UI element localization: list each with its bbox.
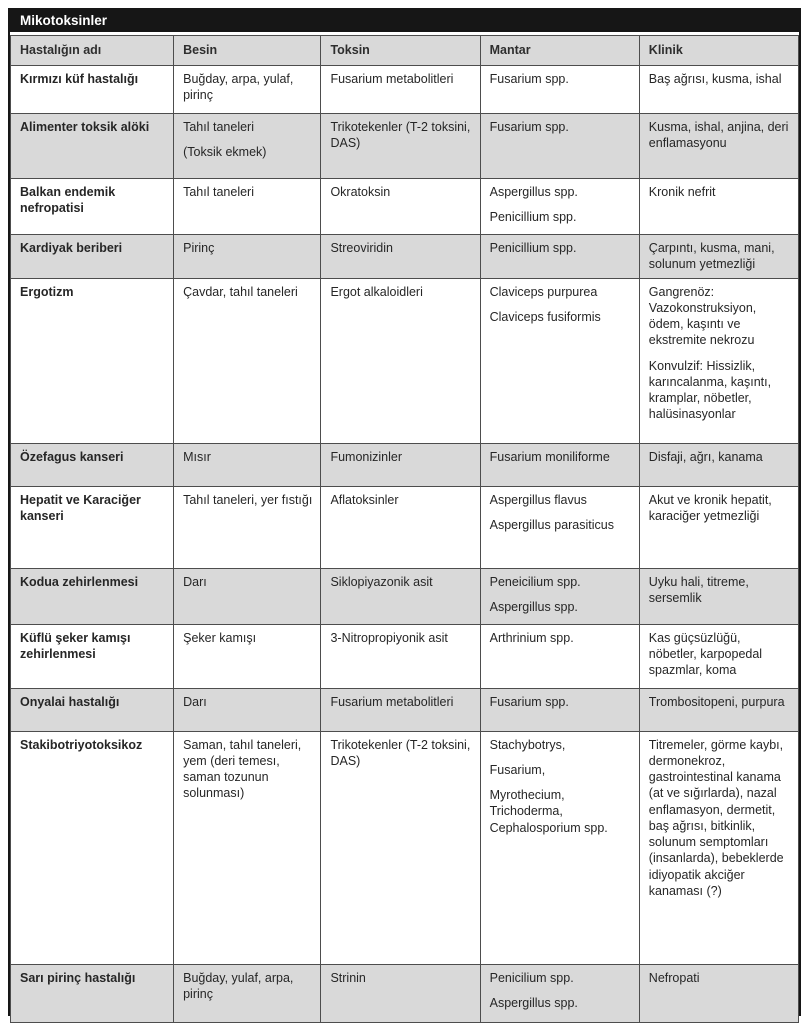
table-cell (321, 66, 480, 114)
table-cell (480, 114, 639, 179)
table-body (11, 66, 799, 1023)
table-title: Mikotoksinler (20, 13, 108, 28)
table-cell (321, 624, 480, 688)
table-cell (11, 964, 174, 1022)
table-row (11, 568, 799, 624)
table-cell (639, 114, 798, 179)
cell-paragraph: Penicillium spp. (489, 210, 577, 225)
cell-paragraph: Tahıl taneleri, yer fıstığı (183, 492, 313, 507)
cell-paragraph: Tahıl taneleri (183, 120, 254, 134)
table-row (11, 179, 799, 235)
cell-paragraph: Fusarium spp. (489, 120, 569, 134)
cell-paragraph: Claviceps fusiformis (489, 309, 601, 324)
table-cell (321, 179, 480, 235)
cell-paragraph: (Toksik ekmek) (183, 145, 267, 160)
cell-paragraph: Mısır (183, 449, 211, 464)
cell-paragraph: Fusarium metabolitleri (330, 72, 454, 86)
cell-paragraph: Akut ve kronik hepatit, karaciğer yetmezliği (648, 492, 772, 523)
cell-paragraph: Nefropati (648, 970, 700, 985)
cell-paragraph: Darı (183, 694, 207, 709)
table-cell (639, 66, 798, 114)
table-cell (321, 278, 480, 443)
table-cell (321, 731, 480, 964)
cell-paragraph: Kronik nefrit (648, 185, 716, 199)
table-row (11, 688, 799, 731)
cell-paragraph: Penicillium spp. (489, 241, 577, 255)
cell-paragraph: Alimenter toksik alöki (20, 120, 150, 134)
table-cell (480, 179, 639, 235)
mycotoxins-table-frame (8, 8, 801, 1016)
cell-paragraph: Okratoksin (330, 185, 391, 199)
cell-paragraph: Aspergillus spp. (489, 995, 578, 1010)
table-cell (174, 66, 321, 114)
cell-paragraph: Fumonizinler (330, 449, 403, 464)
cell-paragraph: Pirinç (183, 241, 215, 255)
cell-paragraph: Onyalai hastalığı (20, 694, 120, 709)
cell-paragraph: Konvulzif: Hissizlik, karıncalanma, kaşıntı, kramplar, nöbetler, halüsinasyonlar (648, 358, 772, 422)
mycotoxins-table (10, 35, 799, 1023)
cell-paragraph: Stakibotriyotoksikoz (20, 737, 143, 752)
table-cell (11, 66, 174, 114)
cell-paragraph: Penicilium spp. (489, 970, 574, 985)
table-cell (639, 443, 798, 486)
table-cell (480, 568, 639, 624)
cell-paragraph: Hepatit ve Karaciğer kanseri (20, 492, 141, 523)
table-cell (321, 443, 480, 486)
table-cell (480, 688, 639, 731)
table-cell (480, 486, 639, 568)
table-cell (639, 688, 798, 731)
cell-paragraph: Peneicilium spp. (489, 574, 581, 589)
table-cell (11, 688, 174, 731)
table-cell (321, 235, 480, 279)
table-title-bar (10, 10, 799, 35)
cell-paragraph: Titremeler, görme kaybı, dermonekroz, gastrointestinal kanama (at ve sığırlarda), nazal enflamasyon, dermetit, baş ağrısı, bitkinlik, solunum semptomları (insanlarda), bebeklerde idiyopatik akciğer kanaması (?) (648, 737, 784, 898)
cell-paragraph: Buğday, yulaf, arpa, pirinç (183, 970, 294, 1001)
cell-paragraph: Siklopiyazonik asit (330, 574, 433, 589)
table-cell (480, 443, 639, 486)
table-row (11, 731, 799, 964)
table-cell (11, 443, 174, 486)
cell-paragraph: Trikotekenler (T-2 toksini, DAS) (330, 120, 471, 151)
table-cell (321, 568, 480, 624)
cell-paragraph: Baş ağrısı, kusma, ishal (648, 72, 782, 86)
cell-paragraph: Şeker kamışı (183, 630, 257, 645)
cell-paragraph: Balkan endemik nefropatisi (20, 185, 116, 216)
column-header-2: Besin (174, 36, 321, 66)
cell-paragraph: Claviceps purpurea (489, 284, 598, 299)
table-cell (480, 624, 639, 688)
cell-paragraph: Sarı pirinç hastalığı (20, 970, 136, 985)
table-cell (11, 486, 174, 568)
table-row (11, 486, 799, 568)
table-cell (480, 235, 639, 279)
cell-paragraph: Aspergillus spp. (489, 599, 578, 614)
table-cell (639, 731, 798, 964)
table-header (11, 36, 799, 66)
table-cell (11, 568, 174, 624)
table-cell (321, 964, 480, 1022)
table-cell (639, 235, 798, 279)
cell-paragraph: Kas güçsüzlüğü, nöbetler, karpopedal spazmlar, koma (648, 630, 763, 677)
column-header-4: Mantar (480, 36, 639, 66)
cell-paragraph: Buğday, arpa, yulaf, pirinç (183, 72, 294, 103)
table-row (11, 66, 799, 114)
table-cell (11, 278, 174, 443)
table-cell (174, 486, 321, 568)
cell-paragraph: Kardiyak beriberi (20, 241, 123, 255)
table-cell (639, 624, 798, 688)
cell-paragraph: Darı (183, 574, 207, 589)
cell-paragraph: Özefagus kanseri (20, 449, 124, 464)
table-cell (639, 278, 798, 443)
table-cell (11, 114, 174, 179)
cell-paragraph: Aspergillus parasiticus (489, 517, 614, 532)
cell-paragraph: Kusma, ishal, anjina, deri enflamasyonu (648, 120, 789, 151)
cell-paragraph: Fusarium, (489, 762, 546, 777)
table-cell (174, 235, 321, 279)
cell-paragraph: Ergot alkaloidleri (330, 284, 423, 299)
cell-paragraph: Saman, tahıl taneleri, yem (deri temesı, saman tozunun solunması) (183, 737, 302, 801)
table-cell (639, 486, 798, 568)
table-cell (174, 964, 321, 1022)
cell-paragraph: Strinin (330, 970, 366, 985)
table-row (11, 235, 799, 279)
table-cell (11, 731, 174, 964)
table-cell (480, 964, 639, 1022)
cell-paragraph: Fusarium metabolitleri (330, 694, 454, 709)
table-cell (321, 486, 480, 568)
cell-paragraph: Uyku hali, titreme, sersemlik (648, 574, 749, 605)
table-row (11, 964, 799, 1022)
cell-paragraph: Fusarium spp. (489, 694, 569, 709)
cell-paragraph: Fusarium spp. (489, 72, 569, 86)
table-row (11, 278, 799, 443)
table-cell (174, 443, 321, 486)
cell-paragraph: Aspergillus spp. (489, 185, 578, 199)
table-cell (639, 964, 798, 1022)
cell-paragraph: Stachybotrys, (489, 737, 566, 752)
table-cell (321, 688, 480, 731)
column-header-1: Hastalığın adı (11, 36, 174, 66)
table-cell (480, 66, 639, 114)
cell-paragraph: Trikotekenler (T-2 toksini, DAS) (330, 737, 471, 768)
table-cell (174, 568, 321, 624)
table-cell (174, 624, 321, 688)
cell-paragraph: Gangrenöz: Vazokonstruksiyon, ödem, kaşıntı ve ekstremite nekrozu (648, 284, 757, 348)
table-cell (174, 731, 321, 964)
cell-paragraph: Küflü şeker kamışı zehirlenmesi (20, 630, 131, 661)
cell-paragraph: Fusarium moniliforme (489, 449, 610, 464)
cell-paragraph: Kırmızı küf hastalığı (20, 72, 139, 86)
cell-paragraph: Ergotizm (20, 284, 74, 299)
column-header-3: Toksin (321, 36, 480, 66)
column-header-5: Klinik (639, 36, 798, 66)
table-row (11, 443, 799, 486)
table-cell (11, 624, 174, 688)
cell-paragraph: 3-Nitropropiyonik asit (330, 630, 448, 645)
table-cell (174, 114, 321, 179)
cell-paragraph: Tahıl taneleri (183, 185, 254, 199)
cell-paragraph: Aspergillus flavus (489, 492, 587, 507)
table-cell (321, 114, 480, 179)
cell-paragraph: Myrothecium, Trichoderma, Cephalosporium spp. (489, 788, 608, 835)
table-cell (174, 688, 321, 731)
cell-paragraph: Arthrinium spp. (489, 630, 574, 645)
table-cell (639, 179, 798, 235)
table-cell (11, 179, 174, 235)
table-cell (174, 278, 321, 443)
table-cell (174, 179, 321, 235)
cell-paragraph: Streoviridin (330, 241, 393, 255)
header-row (11, 36, 799, 66)
table-cell (11, 235, 174, 279)
table-row (11, 624, 799, 688)
table-row (11, 114, 799, 179)
table-cell (639, 568, 798, 624)
cell-paragraph: Çarpıntı, kusma, mani, solunum yetmezliği (648, 241, 775, 272)
cell-paragraph: Trombositopeni, purpura (648, 694, 785, 709)
table-cell (480, 278, 639, 443)
cell-paragraph: Kodua zehirlenmesi (20, 574, 139, 589)
cell-paragraph: Çavdar, tahıl taneleri (183, 284, 298, 299)
cell-paragraph: Aflatoksinler (330, 492, 399, 507)
table-cell (480, 731, 639, 964)
cell-paragraph: Disfaji, ağrı, kanama (648, 449, 763, 464)
